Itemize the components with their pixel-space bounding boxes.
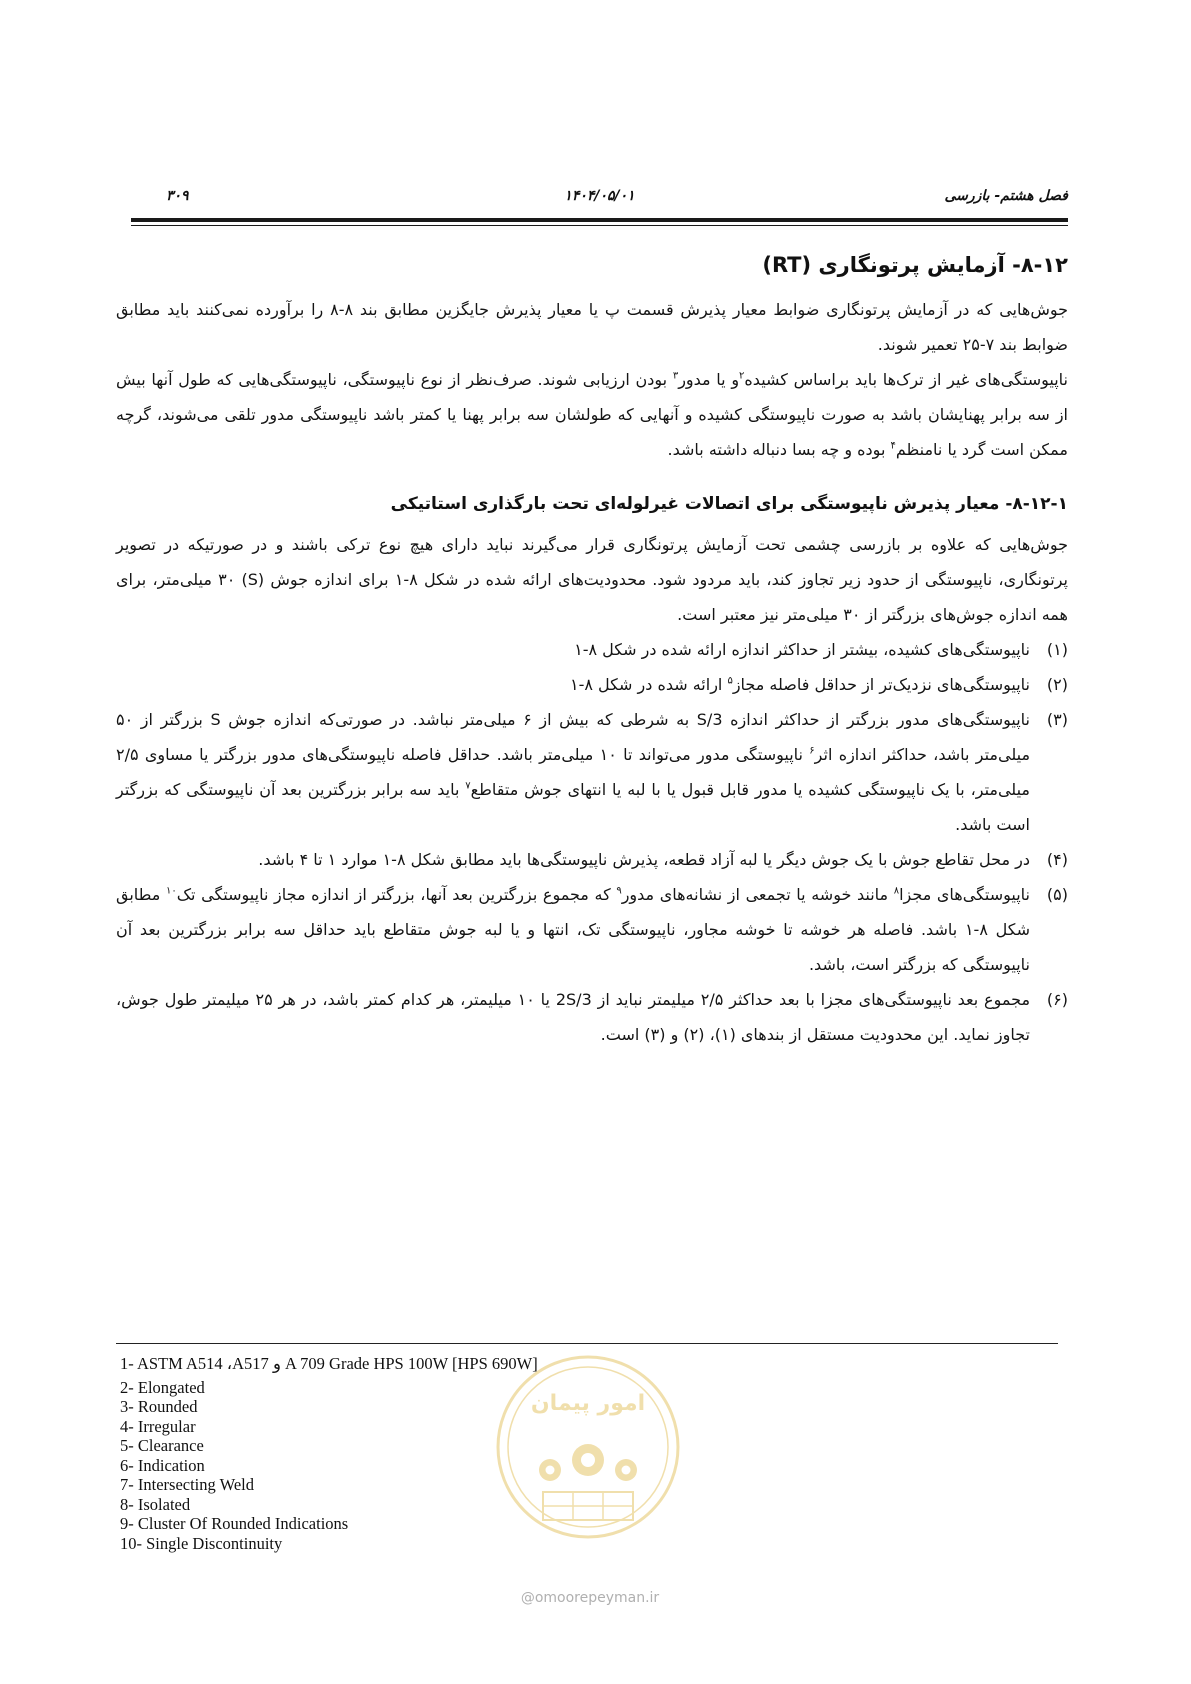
at-icon: @: [520, 1590, 535, 1606]
footnote-ref: ۷: [465, 780, 471, 792]
item-number: (۱): [1046, 640, 1068, 659]
footnote: 1- ASTM A514 ،A517 و A 709 Grade HPS 100W [HPS 690W]: [120, 1354, 538, 1373]
list-item: [116, 702, 1068, 842]
item-text: ناپیوستگی‌های مدور بزرگتر از حداکثر اندازه S/3 به شرطی که بیش از ۶ میلی‌متر نباشد. در صورتی‌که اندازه جوش S بزرگتر از ۵۰ میلی‌متر باشد، حداکثر اندازه اثر: [116, 710, 1031, 764]
list-item: [116, 632, 1068, 667]
item-text: باید سه برابر بزرگترین بعد آن ناپیوستگی که بزرگتر است باشد.: [116, 780, 1030, 834]
subsection-heading: ۸-۱۲-۱- معیار پذیرش ناپیوستگی برای اتصالات غیرلوله‌ای تحت بارگذاری استاتیکی: [390, 494, 1068, 514]
chapter-title: فصل هشتم- بازرسی: [944, 188, 1068, 204]
item-text: ناپیوستگی‌های کشیده، بیشتر از حداکثر اندازه ارائه شده در شکل ۸-۱: [574, 640, 1030, 659]
item-text: ارائه شده در شکل ۸-۱: [570, 675, 728, 694]
text-run: بودن ارزیابی شوند. صرف‌نظر از نوع ناپیوستگی، ناپیوستگی‌هایی که طول آنها بیش از سه برابر پهنایشان باشد به صورت ناپیوستگی کشیده و آنهایی که طولشان سه برابر پهنا یا کمتر باشد ناپیوستگی مدور تلقی می‌شوند، گرچه ممکن است گرد یا نامنظم: [116, 370, 1068, 459]
item-number: (۵): [1046, 885, 1068, 904]
footnote: 3- Rounded: [120, 1397, 198, 1416]
item-number: (۲): [1046, 675, 1068, 694]
page-number: ۳۰۹: [166, 188, 189, 204]
item-number: (۳): [1046, 710, 1068, 729]
item-text: ناپیوستگی‌های مجزا: [899, 885, 1031, 904]
watermark-logo-text: امور پیمان: [530, 1391, 646, 1416]
footnote: 8- Isolated: [120, 1494, 191, 1514]
list-item: [116, 982, 1068, 1052]
item-text: مجموع بعد ناپیوستگی‌های مجزا با بعد حداکثر ۲/۵ میلیمتر نباید از 2S/3 یا ۱۰ میلیمتر، هر کدام کمتر باشد، در هر ۲۵ میلیمتر طول جوش، تجاوز نماید. این محدودیت مستقل از بندهای (۱)، (۲) و (۳) است.: [116, 990, 1031, 1044]
item-text: که مجموع بزرگترین بعد آنها، بزرگتر از اندازه مجاز ناپیوستگی تک: [176, 885, 617, 904]
item-text: ناپیوستگی‌های نزدیک‌تر از حداقل فاصله مجاز: [732, 675, 1030, 694]
header-rule-thin: [131, 225, 1068, 226]
footnotes: [120, 1354, 680, 1553]
footnote: 5- Clearance: [120, 1436, 204, 1455]
text-run: ناپیوستگی‌های غیر از ترک‌ها باید براساس کشیده: [744, 370, 1068, 389]
footnote: 9- Cluster Of Rounded Indications: [120, 1514, 349, 1533]
revision-date: ۱۴۰۴/۰۵/۰۱: [564, 188, 635, 204]
footnote: 6- Indication: [120, 1455, 205, 1475]
item-text: در محل تقاطع جوش با یک جوش دیگر یا لبه آزاد قطعه، پذیرش ناپیوستگی‌ها باید مطابق شکل ۸-۱ موارد ۱ تا ۴ باشد.: [258, 850, 1030, 869]
section-paragraph-2: [116, 362, 1068, 467]
footnote-ref: ۹: [616, 885, 622, 897]
footnote: 10- Single Discontinuity: [120, 1533, 283, 1553]
footnote: 4- Irregular: [120, 1416, 196, 1436]
section-paragraph-1: جوش‌هایی که در آزمایش پرتونگاری ضوابط معیار پذیرش قسمت پ یا معیار پذیرش جایگزین مطابق بند ۸-۸ را برآورده نمی‌کنند باید مطابق ضوابط بند ۷-۲۵ تعمیر شوند.: [116, 300, 1069, 354]
footnote: 2- Elongated: [120, 1377, 205, 1397]
subsection-paragraph: جوش‌هایی که علاوه بر بازرسی چشمی تحت آزمایش پرتونگاری قرار می‌گیرند نباید دارای هیچ نوع ترکی باشند و در صورتیکه در تصویر پرتونگاری، ناپیوستگی از حدود زیر تجاوز کند، باید مردود شود. محدودیت‌های ارائه شده در شکل ۸-۱ برای اندازه جوش (S) ۳۰ میلی‌متر، برای همه اندازه جوش‌های بزرگتر از ۳۰ میلی‌متر نیز معتبر است.: [116, 535, 1069, 624]
footnote-separator: [116, 1343, 1058, 1344]
item-text: مانند خوشه یا تجمعی از نشانه‌های مدور: [621, 885, 894, 904]
item-text: ناپیوستگی مدور می‌تواند تا ۱۰ میلی‌متر باشد. حداقل فاصله ناپیوستگی‌های مدور بزرگتر یا مساوی ۲/۵ میلی‌متر، با یک ناپیوستگی کشیده یا مدور قابل قبول یا با لبه یا انتهای جوش متقاطع: [116, 745, 1031, 799]
item-number: (۶): [1046, 990, 1068, 1009]
footnote: 7- Intersecting Weld: [120, 1475, 254, 1494]
watermark-url-text: omoorepeyman.ir: [534, 1590, 660, 1606]
item-text: مطابق شکل ۸-۱ باشد. فاصله هر خوشه تا خوشه مجاور، ناپیوستگی تک، انتها و یا لبه جوش متقاطع باید حداقل سه برابر بزرگترین بعد آن ناپیوستگی که بزرگتر است، باشد.: [116, 885, 1031, 974]
footnote-ref: ۳: [672, 370, 679, 382]
footnote-ref: ۴: [890, 440, 896, 452]
watermark-url: [500, 1590, 680, 1606]
footnote-ref: ۶: [809, 745, 815, 757]
page-body: [116, 250, 1068, 1052]
item-number: (۴): [1046, 850, 1068, 869]
footnote-ref: ۲: [739, 370, 745, 382]
footnote-ref: ۱۰: [165, 885, 177, 897]
footnote-ref: ۵: [727, 675, 733, 687]
page-header: [131, 188, 1068, 210]
list-item: [116, 877, 1068, 982]
footnote-ref: ۸: [893, 885, 900, 897]
text-run: و یا مدور: [678, 370, 740, 389]
criteria-list: [116, 632, 1068, 1052]
text-run: بوده و چه بسا دنباله داشته باشد.: [667, 440, 891, 459]
list-item: [116, 667, 1068, 702]
list-item: [116, 842, 1068, 877]
header-rule-thick: [131, 218, 1068, 222]
section-heading: ۸-۱۲- آزمایش پرتونگاری (RT): [762, 253, 1068, 277]
